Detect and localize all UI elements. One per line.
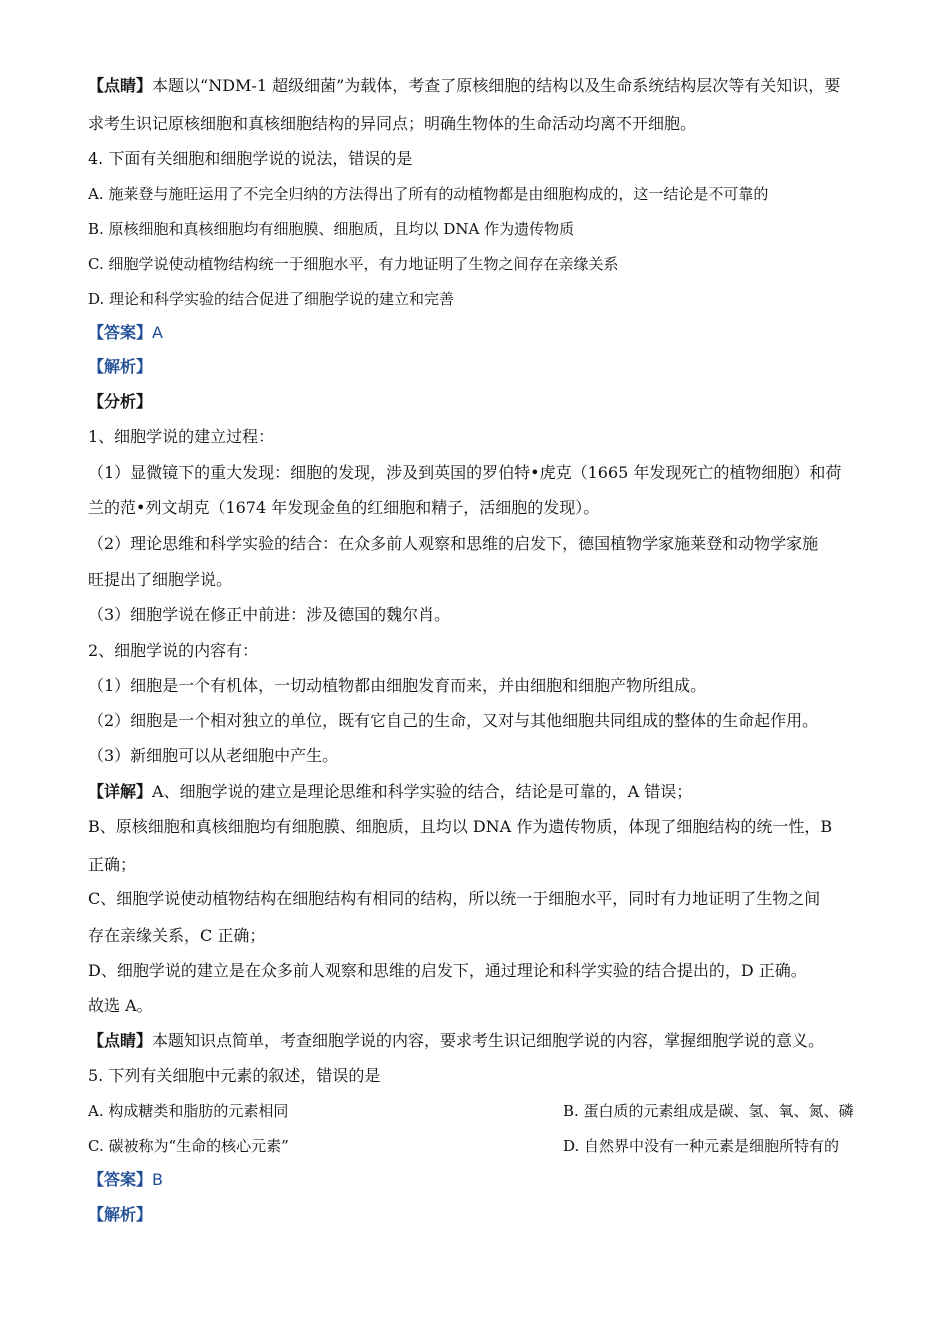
detail-line: 故选 A。 — [88, 996, 153, 1015]
answer-value: B — [152, 1170, 163, 1189]
question-4-answer — [88, 323, 878, 343]
question-5-options-row-2 — [88, 1136, 878, 1156]
analysis-line: 1、细胞学说的建立过程： — [88, 427, 275, 446]
detail-line: C、细胞学说使动植物结构在细胞结构有相同的结构，所以统一于细胞水平，同时有力地证明了生物之间 — [88, 889, 821, 908]
analysis-line: （2）理论思维和科学实验的结合：在众多前人观察和思维的启发下，德国植物学家施莱登和动物学家施 — [88, 534, 819, 553]
fenxi-tag: 【分析】 — [88, 392, 153, 411]
question-4-stem: 4. 下面有关细胞和细胞学说的说法，错误的是 — [88, 149, 413, 168]
analysis-line: （3）细胞学说在修正中前进：涉及德国的魏尔肖。 — [88, 605, 451, 624]
answer-value: A — [152, 323, 163, 342]
question-4-fenxi — [88, 392, 878, 412]
detail-line: 正确； — [88, 855, 137, 874]
jiexi-tag: 【解析】 — [88, 1205, 153, 1224]
xiangjie-tag: 【详解】 — [88, 782, 153, 801]
question-4-option-c: C. 细胞学说使动植物结构统一于细胞水平，有力地证明了生物之间存在亲缘关系 — [88, 255, 619, 273]
analysis-line: 旺提出了细胞学说。 — [88, 570, 233, 589]
question-4-jiexi — [88, 357, 878, 377]
detail-paragraph — [88, 782, 878, 802]
dianjing-tag: 【点睛】 — [88, 76, 153, 95]
detail-line: D、细胞学说的建立是在众多前人观察和思维的启发下，通过理论和科学实验的结合提出的，D 正确。 — [88, 961, 807, 980]
question-5-option-b: B. 蛋白质的元素组成是碳、氢、氧、氮、磷 — [563, 1102, 854, 1120]
analysis-line: （1）细胞是一个有机体，一切动植物都由细胞发育而来，并由细胞和细胞产物所组成。 — [88, 676, 707, 695]
question-5-stem: 5. 下列有关细胞中元素的叙述，错误的是 — [88, 1066, 381, 1085]
question-5-option-d: D. 自然界中没有一种元素是细胞所特有的 — [563, 1137, 840, 1155]
analysis-line: （1）显微镜下的重大发现：细胞的发现，涉及到英国的罗伯特•虎克（1665 年发现死亡的植物细胞）和荷 — [88, 463, 842, 482]
answer-tag: 【答案】 — [88, 1170, 153, 1189]
analysis-line: 2、细胞学说的内容有： — [88, 641, 259, 660]
question-5-answer — [88, 1170, 878, 1190]
answer-tag: 【答案】 — [88, 323, 153, 342]
detail-line: A、细胞学说的建立是理论思维和科学实验的结合，结论是可靠的，A 错误； — [152, 782, 693, 801]
dianjing-paragraph-2 — [88, 1031, 878, 1051]
dianjing-text: 本题知识点简单，考查细胞学说的内容，要求考生识记细胞学说的内容，掌握细胞学说的意义。 — [152, 1031, 825, 1050]
analysis-line: 兰的范•列文胡克（1674 年发现金鱼的红细胞和精子，活细胞的发现）。 — [88, 498, 600, 517]
jiexi-tag: 【解析】 — [88, 357, 153, 376]
dianjing-paragraph-1 — [88, 76, 878, 96]
question-4-option-b: B. 原核细胞和真核细胞均有细胞膜、细胞质，且均以 DNA 作为遗传物质 — [88, 220, 575, 238]
question-5-option-a: A. 构成糖类和脂肪的元素相同 — [88, 1102, 289, 1120]
detail-line: B、原核细胞和真核细胞均有细胞膜、细胞质，且均以 DNA 作为遗传物质，体现了细胞结构的统一性，B — [88, 817, 833, 836]
dianjing-text-line-2: 求考生识记原核细胞和真核细胞结构的异同点；明确生物体的生命活动均离不开细胞。 — [88, 114, 697, 133]
question-5-options-row-1 — [88, 1101, 878, 1121]
dianjing-tag: 【点睛】 — [88, 1031, 153, 1050]
question-5-jiexi — [88, 1205, 878, 1225]
question-4-option-a: A. 施莱登与施旺运用了不完全归纳的方法得出了所有的动植物都是由细胞构成的，这一结论是不可靠的 — [88, 185, 769, 203]
question-4-option-d: D. 理论和科学实验的结合促进了细胞学说的建立和完善 — [88, 290, 455, 308]
question-5-option-c: C. 碳被称为“生命的核心元素” — [88, 1137, 289, 1155]
analysis-line: （2）细胞是一个相对独立的单位，既有它自己的生命，又对与其他细胞共同组成的整体的生命起作用。 — [88, 711, 819, 730]
dianjing-text-line-1: 本题以“NDM-1 超级细菌”为载体，考查了原核细胞的结构以及生命系统结构层次等有关知识，要 — [152, 76, 841, 95]
analysis-line: （3）新细胞可以从老细胞中产生。 — [88, 746, 339, 765]
detail-line: 存在亲缘关系，C 正确； — [88, 926, 266, 945]
